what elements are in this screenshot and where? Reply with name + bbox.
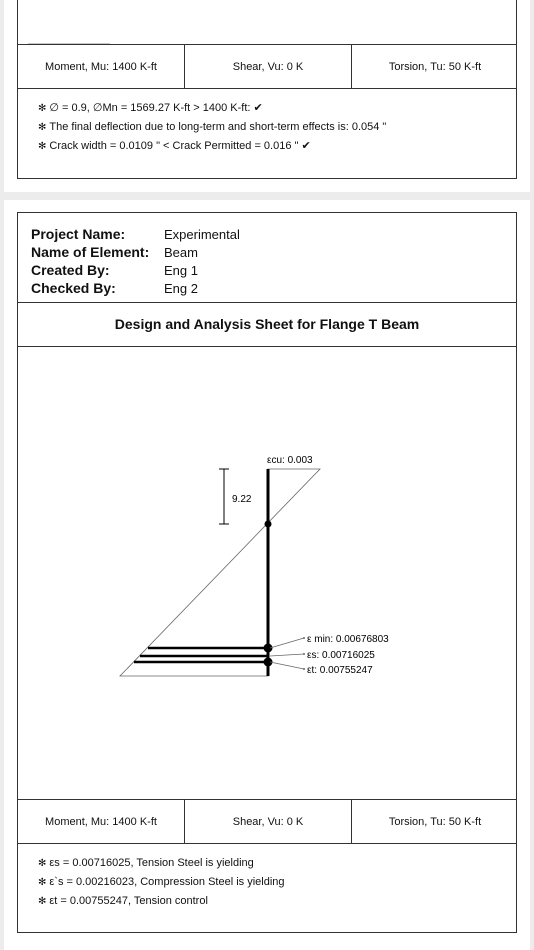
ecu-label: εcu: 0.003 [267,455,313,466]
strain-diagram [18,347,518,799]
note-item: ✻ ∅ = 0.9, ∅Mn = 1569.27 K-ft > 1400 K-ft: ✔ [38,102,263,114]
shear-cell: Shear, Vu: 0 K [232,60,304,73]
project-info [31,225,240,297]
project-name-row: Project Name: Experimental [31,226,240,242]
checked-by-row: Checked By: Eng 2 [31,280,198,296]
element-value: Beam [164,244,198,260]
sheet-page-1 [4,0,530,192]
sheet-title: Design and Analysis Sheet for Flange T Beam [114,316,420,332]
asterisk-bullet-icon: ✻ [38,141,47,152]
note-item: ✻ The final deflection due to long-term and short-term effects is: 0.054 " [38,121,387,133]
asterisk-bullet-icon: ✻ [38,858,47,869]
depth-label: 9.22 [232,494,252,505]
moment-cell: Moment, Mu: 1400 K-ft [45,60,157,73]
strain-triangle [120,469,320,676]
asterisk-bullet-icon: ✻ [38,103,47,114]
created-by-value: Eng 1 [164,262,198,278]
et-leader [270,662,304,669]
es-label: εs: 0.00716025 [307,650,375,661]
note-item: ✻ Crack width = 0.0109 " < Crack Permitted = 0.016 " ✔ [38,140,311,152]
et-label: εt: 0.00755247 [307,665,373,676]
moment-cell: Moment, Mu: 1400 K-ft [45,815,157,828]
emin-label: ε min: 0.00676803 [307,634,389,645]
asterisk-bullet-icon: ✻ [38,122,47,133]
sheet-frame-2 [17,212,517,933]
neutral-axis-point [265,521,272,528]
project-name-value: Experimental [164,226,240,242]
note-item: ✻ εs = 0.00716025, Tension Steel is yielding [38,857,254,869]
checked-by-value: Eng 2 [164,280,198,296]
asterisk-bullet-icon: ✻ [38,896,47,907]
sheet-page-2 [4,200,530,950]
torsion-cell: Torsion, Tu: 50 K-ft [388,60,482,73]
note-item: ✻ ε`s = 0.00216023, Compression Steel is yielding [38,876,285,888]
element-row: Name of Element: Beam [31,244,198,260]
torsion-cell: Torsion, Tu: 50 K-ft [388,815,482,828]
note-item: ✻ εt = 0.00755247, Tension control [38,895,208,907]
sheet-frame-1 [17,0,517,179]
shear-cell: Shear, Vu: 0 K [232,815,304,828]
emin-leader [270,638,304,648]
es-leader [270,654,304,656]
check-notes [38,99,386,156]
asterisk-bullet-icon: ✻ [38,877,47,888]
created-by-row: Created By: Eng 1 [31,262,198,278]
strain-notes [38,854,285,911]
